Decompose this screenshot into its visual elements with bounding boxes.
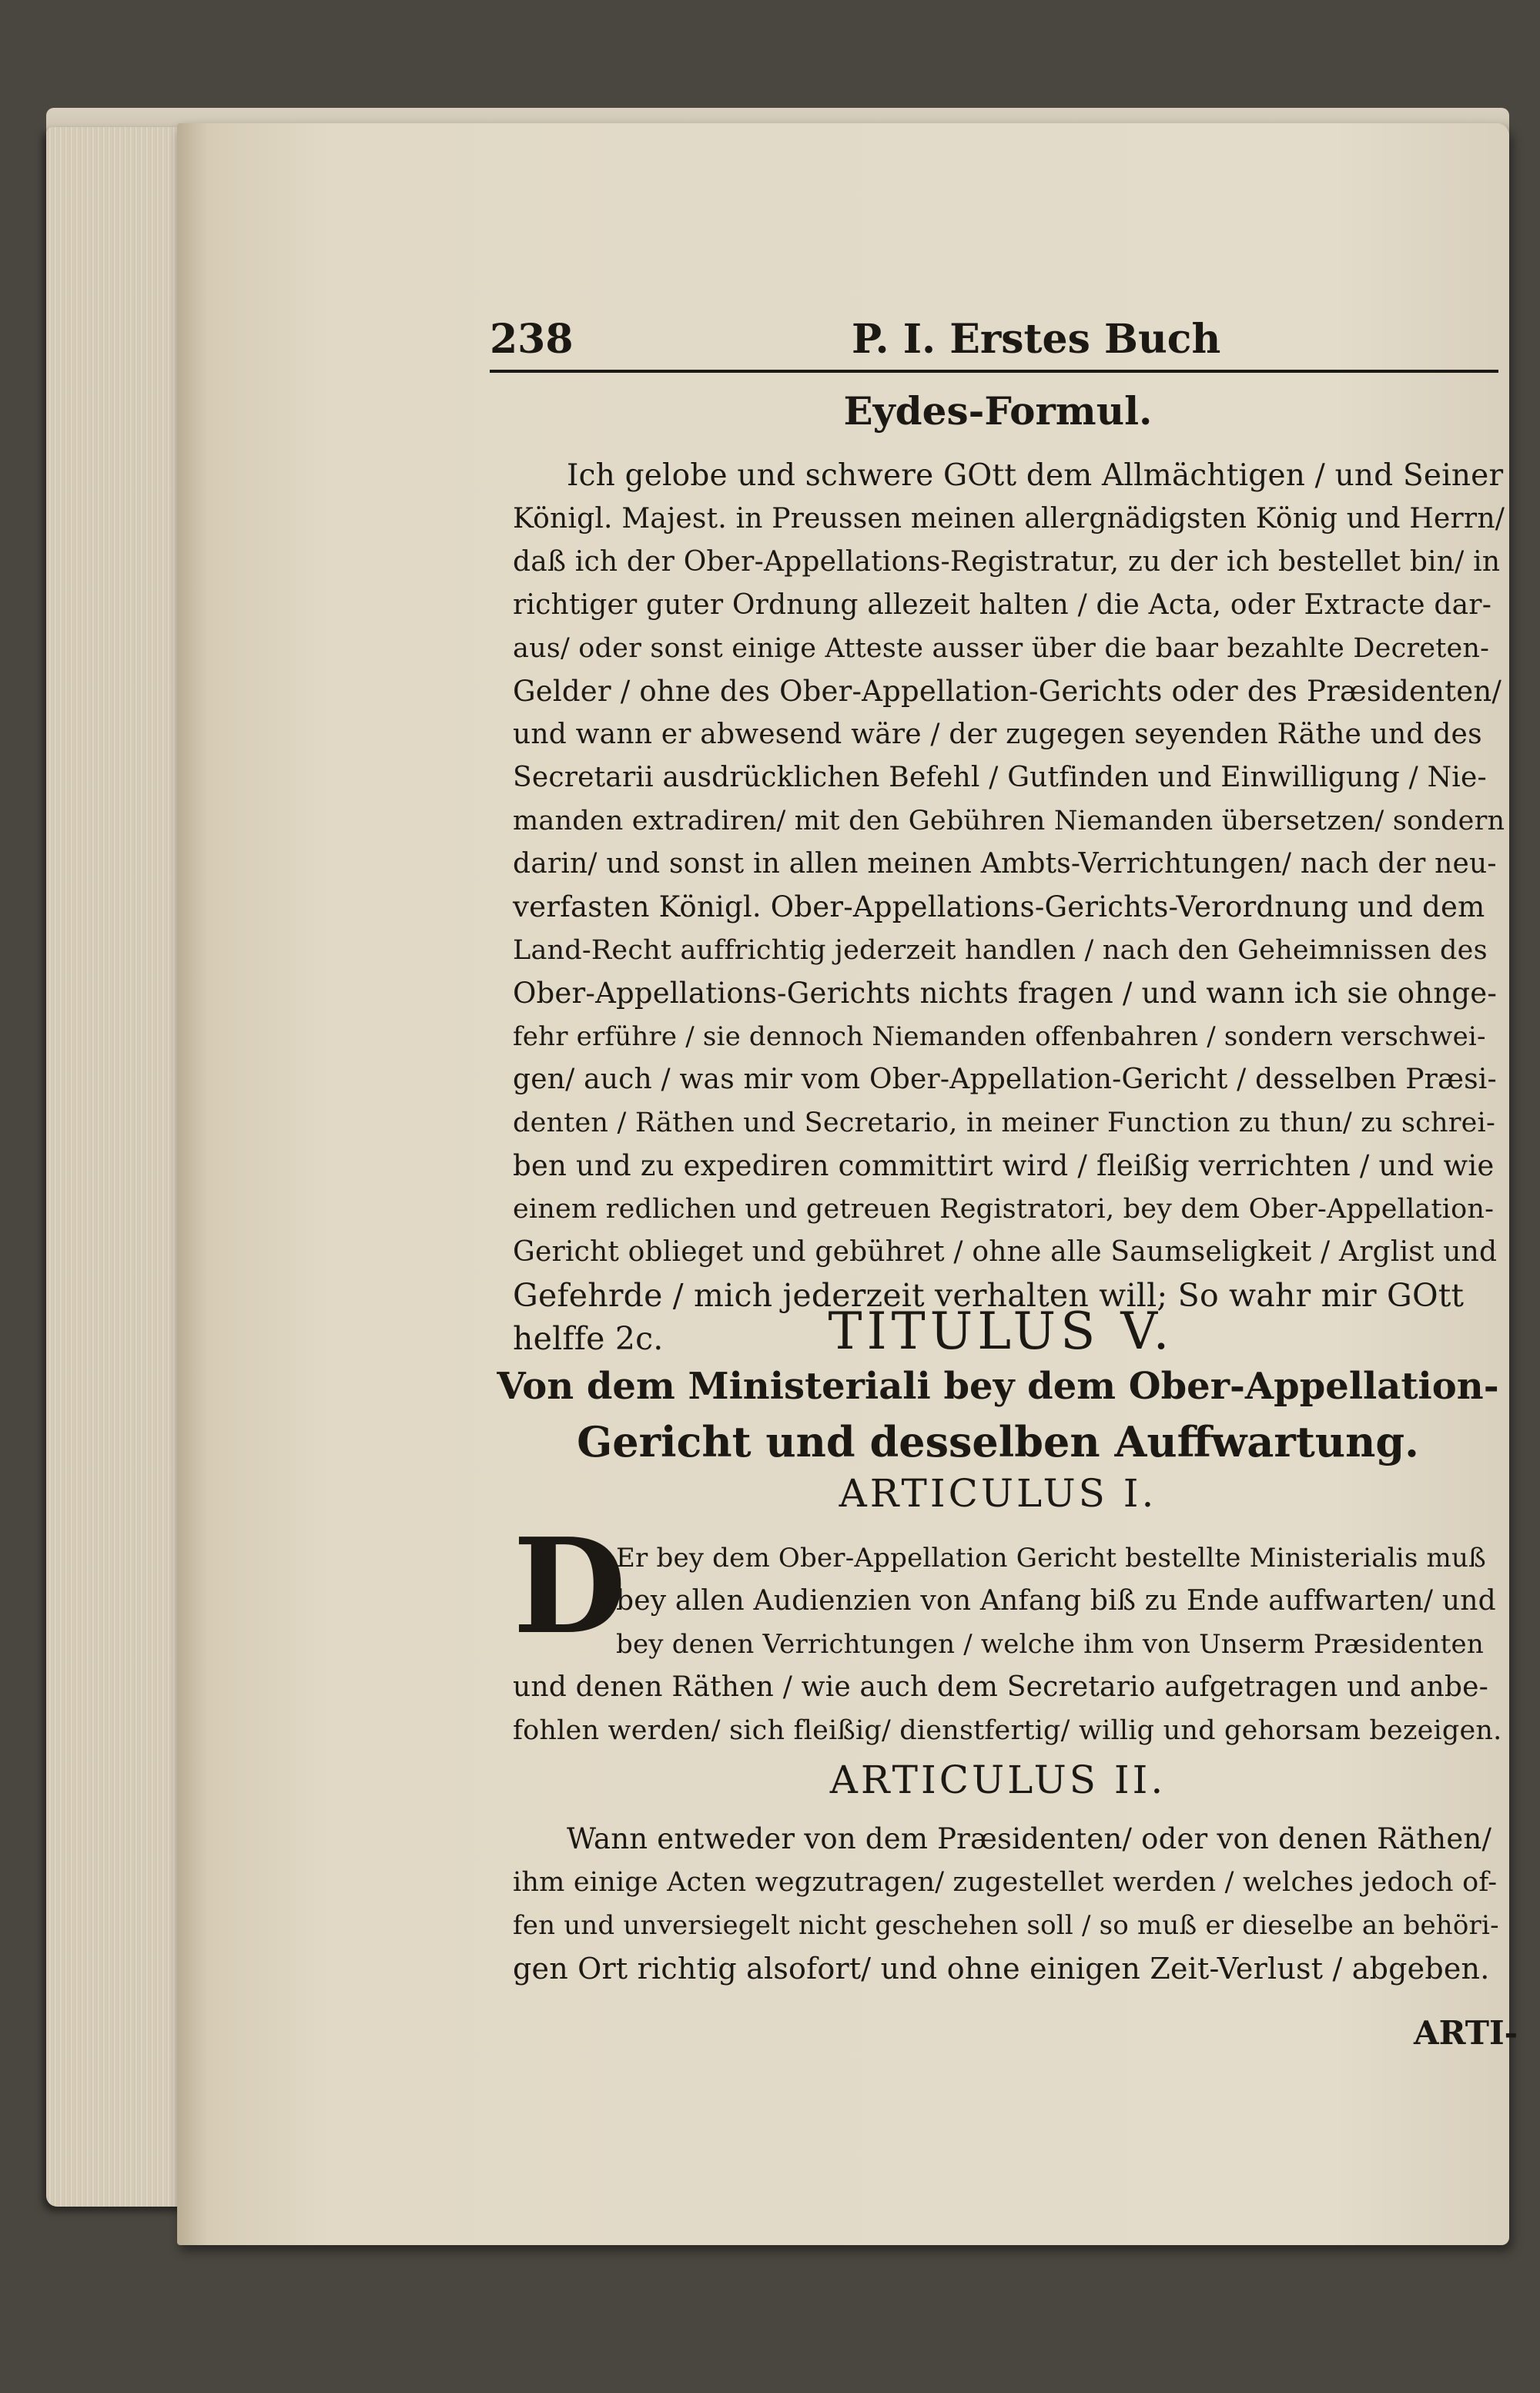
titulus-heading-line1: Von dem Ministeriali bey dem Ober-Appellation-	[497, 1365, 1499, 1408]
article-1-line: bey denen Verrichtungen / welche ihm von Unserm Præsidenten	[616, 1629, 1484, 1660]
oath-line: manden extradiren/ mit den Gebühren Niemanden übersetzen/ sondern	[513, 806, 1505, 836]
article-1-line: bey allen Audienzien von Anfang biß zu Ende auffwarten/ und	[616, 1585, 1496, 1617]
oath-line: Land-Recht auffrichtig jederzeit handlen / nach den Geheimnissen des	[513, 935, 1488, 966]
oath-line: Secretarii ausdrücklichen Befehl / Gutfinden und Einwilligung / Nie-	[513, 762, 1487, 793]
oath-line: helffe 2c.	[513, 1320, 664, 1357]
article-2-line: gen Ort richtig alsofort/ und ohne einigen Zeit-Verlust / abgeben.	[513, 1952, 1490, 1986]
oath-line: Ober-Appellations-Gerichts nichts fragen / und wann ich sie ohnge-	[513, 977, 1498, 1010]
oath-line: denten / Räthen und Secretario, in meiner Function zu thun/ zu schrei-	[513, 1108, 1495, 1138]
article-1-label: ARTICULUS I.	[839, 1471, 1157, 1516]
article-2-line: Wann entweder von dem Præsidenten/ oder von denen Räthen/	[567, 1822, 1492, 1855]
oath-line: einem redlichen und getreuen Registratori, bey dem Ober-Appellation-	[513, 1194, 1495, 1225]
drop-capital: D	[513, 1510, 627, 1664]
oath-line: Ich gelobe und schwere GOtt dem Allmächtigen / und Seiner	[567, 458, 1504, 493]
oath-line: Gefehrde / mich jederzeit verhalten will; So wahr mir GOtt	[513, 1277, 1465, 1314]
oath-line: gen/ auch / was mir vom Ober-Appellation-Gericht / desselben Præsi-	[513, 1064, 1497, 1095]
oath-line: fehr erführe / sie dennoch Niemanden offenbahren / sondern verschwei-	[513, 1021, 1486, 1052]
oath-line: Königl. Majest. in Preussen meinen allergnädigsten König und Herrn/	[513, 503, 1505, 535]
oath-title: Eydes-Formul.	[843, 388, 1153, 434]
oath-line: darin/ und sonst in allen meinen Ambts-Verrichtungen/ nach der neu-	[513, 848, 1497, 880]
oath-line: daß ich der Ober-Appellations-Registratur, zu der ich bestellet bin/ in	[513, 546, 1501, 578]
titulus-heading-line2: Gericht und desselben Auffwartung.	[577, 1417, 1419, 1466]
article-2-label: ARTICULUS II.	[829, 1758, 1167, 1802]
article-2-line: ihm einige Acten wegzutragen/ zugestellet werden / welches jedoch of-	[513, 1867, 1498, 1898]
article-2-line: fen und unversiegelt nicht geschehen soll / so muß er dieselbe an behöri-	[513, 1910, 1499, 1941]
oath-line: richtiger guter Ordnung allezeit halten / die Acta, oder Extracte dar-	[513, 589, 1492, 621]
oath-line: und wann er abwesend wäre / der zugegen seyenden Räthe und des	[513, 719, 1482, 750]
running-head: P. I. Erstes Buch	[852, 316, 1221, 363]
article-1-line: fohlen werden/ sich fleißig/ dienstfertig/ willig und gehorsam bezeigen.	[513, 1715, 1502, 1746]
catchword: ARTI-	[1414, 2014, 1518, 2052]
oath-line: ben und zu expediren committirt wird / fleißig verrichten / und wie	[513, 1149, 1495, 1182]
oath-line: Gelder / ohne des Ober-Appellation-Gerichts oder des Præsidenten/	[513, 675, 1502, 708]
article-1-line: und denen Räthen / wie auch dem Secretario aufgetragen und anbe-	[513, 1671, 1488, 1703]
oath-line: verfasten Königl. Ober-Appellations-Gerichts-Verordnung und dem	[513, 890, 1485, 923]
titulus-label: TITULUS V.	[828, 1302, 1174, 1361]
page-header	[490, 316, 1498, 373]
oath-line: aus/ oder sonst einige Atteste ausser über die baar bezahlte Decreten-	[513, 633, 1490, 664]
page-number: 238	[490, 316, 574, 363]
oath-line: Gericht oblieget und gebühret / ohne alle Saumseligkeit / Arglist und	[513, 1236, 1498, 1268]
article-1-line: Er bey dem Ober-Appellation Gericht bestellte Ministerialis muß	[616, 1543, 1486, 1574]
